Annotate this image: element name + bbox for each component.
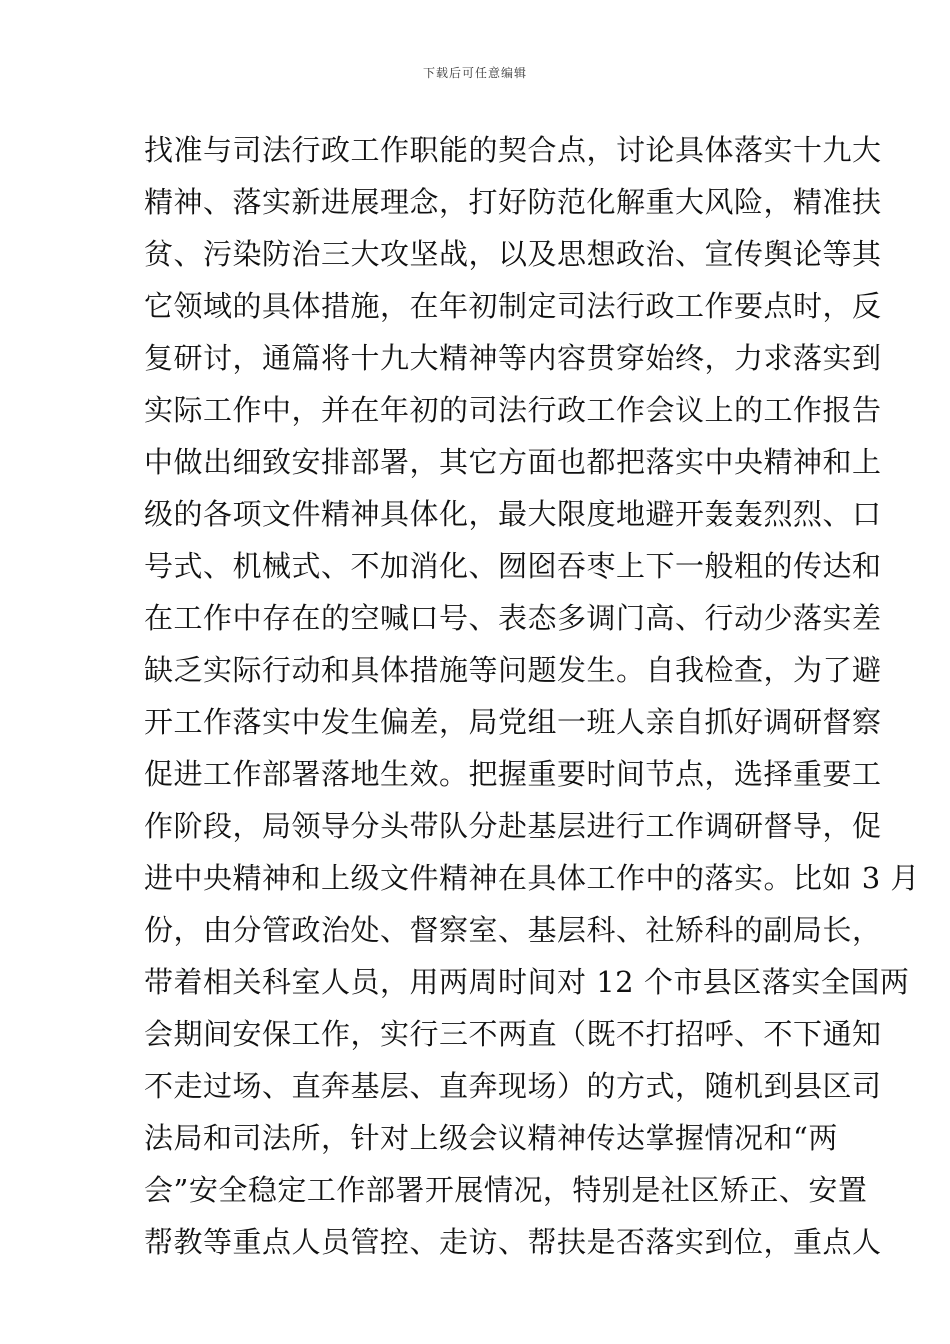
text-line: 贫、污染防治三大攻坚战，以及思想政治、宣传舆论等其 xyxy=(144,237,882,271)
text-line: 会”安全稳定工作部署开展情况，特别是社区矫正、安置 xyxy=(144,1173,868,1207)
text-line: 找准与司法行政工作职能的契合点，讨论具体落实十九大 xyxy=(144,133,882,167)
text-line: 促进工作部署落地生效。把握重要时间节点，选择重要工 xyxy=(144,757,882,791)
body-text xyxy=(144,124,920,1268)
text-line: 开工作落实中发生偏差，局党组一班人亲自抓好调研督察 xyxy=(144,705,882,739)
text-line: 缺乏实际行动和具体措施等问题发生。自我检查，为了避 xyxy=(144,653,882,687)
text-line: 会期间安保工作，实行三不两直（既不打招呼、不下通知 xyxy=(144,1017,882,1051)
text-line: 不走过场、直奔基层、直奔现场）的方式，随机到县区司 xyxy=(144,1069,882,1103)
text-line: 级的各项文件精神具体化，最大限度地避开轰轰烈烈、口 xyxy=(144,497,882,531)
text-line: 份，由分管政治处、督察室、基层科、社矫科的副局长， xyxy=(144,913,882,947)
text-line: 中做出细致安排部署，其它方面也都把落实中央精神和上 xyxy=(144,445,882,479)
text-line: 精神、落实新进展理念，打好防范化解重大风险，精准扶 xyxy=(144,185,882,219)
text-line: 实际工作中，并在年初的司法行政工作会议上的工作报告 xyxy=(144,393,882,427)
text-line: 作阶段，局领导分头带队分赴基层进行工作调研督导，促 xyxy=(144,809,882,843)
text-line: 进中央精神和上级文件精神在具体工作中的落实。比如 3 月 xyxy=(144,861,920,895)
header-note: 下载后可任意编辑 xyxy=(422,66,527,80)
text-line: 法局和司法所，针对上级会议精神传达掌握情况和“两 xyxy=(144,1121,838,1155)
text-line: 帮教等重点人员管控、走访、帮扶是否落实到位，重点人 xyxy=(144,1225,882,1259)
text-line: 号式、机械式、不加消化、囫囵吞枣上下一般粗的传达和 xyxy=(144,549,882,583)
text-line: 在工作中存在的空喊口号、表态多调门高、行动少落实差 xyxy=(144,601,882,635)
text-line: 带着相关科室人员，用两周时间对 12 个市县区落实全国两 xyxy=(144,965,910,999)
text-line: 它领域的具体措施，在年初制定司法行政工作要点时，反 xyxy=(144,289,882,323)
text-line: 复研讨，通篇将十九大精神等内容贯穿始终，力求落实到 xyxy=(144,341,882,375)
